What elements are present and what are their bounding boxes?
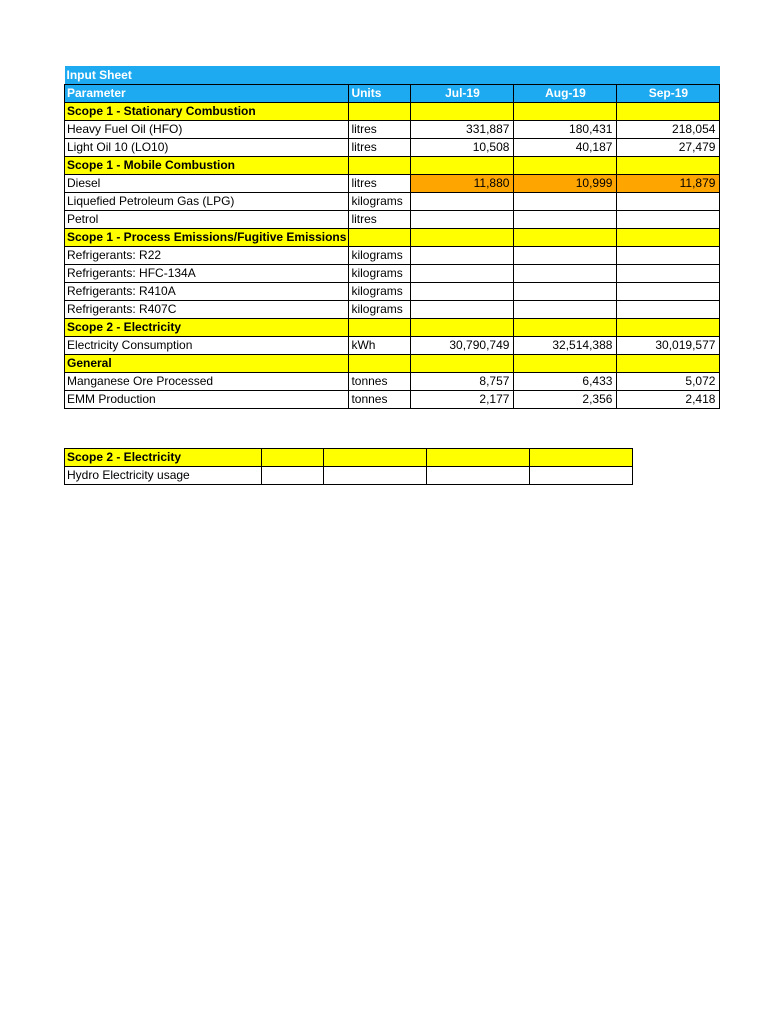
header-parameter[interactable]: Parameter xyxy=(65,85,349,103)
section-empty-cell[interactable] xyxy=(349,319,411,337)
header-row xyxy=(65,85,720,103)
value-cell[interactable] xyxy=(514,193,617,211)
units-cell[interactable]: kilograms xyxy=(349,247,411,265)
value-cell[interactable] xyxy=(411,211,514,229)
section-empty-cell[interactable] xyxy=(324,449,427,467)
value-cell[interactable] xyxy=(411,193,514,211)
units-cell[interactable] xyxy=(262,467,324,485)
data-row xyxy=(65,467,633,485)
section-label-cell[interactable] xyxy=(65,319,349,337)
section-empty-cell[interactable] xyxy=(411,355,514,373)
value-cell[interactable]: 6,433 xyxy=(514,373,617,391)
value-cell[interactable]: 2,356 xyxy=(514,391,617,409)
section-empty-cell[interactable] xyxy=(411,157,514,175)
units-cell[interactable]: tonnes xyxy=(349,391,411,409)
section-empty-cell[interactable] xyxy=(617,103,720,121)
section-empty-cell[interactable] xyxy=(617,229,720,247)
units-cell[interactable]: kilograms xyxy=(349,301,411,319)
data-row xyxy=(65,211,720,229)
data-row xyxy=(65,175,720,193)
section-row xyxy=(65,355,720,373)
value-cell[interactable] xyxy=(324,467,427,485)
title-row xyxy=(65,66,720,85)
section-empty-cell[interactable] xyxy=(617,319,720,337)
value-cell[interactable]: 2,177 xyxy=(411,391,514,409)
value-cell[interactable] xyxy=(530,467,633,485)
value-cell[interactable] xyxy=(617,283,720,301)
units-cell[interactable]: litres xyxy=(349,139,411,157)
section-empty-cell[interactable] xyxy=(514,229,617,247)
value-cell[interactable]: 218,054 xyxy=(617,121,720,139)
value-cell[interactable] xyxy=(617,265,720,283)
units-cell[interactable]: kilograms xyxy=(349,193,411,211)
parameter-cell[interactable]: Petrol xyxy=(65,211,349,229)
value-cell[interactable] xyxy=(514,265,617,283)
data-row xyxy=(65,265,720,283)
input-sheet-table-container xyxy=(64,66,720,409)
value-cell[interactable]: 8,757 xyxy=(411,373,514,391)
section-empty-cell[interactable] xyxy=(530,449,633,467)
parameter-cell[interactable]: Refrigerants: R410A xyxy=(65,283,349,301)
header-month[interactable]: Jul-19 xyxy=(411,85,514,103)
parameter-cell[interactable]: Liquefied Petroleum Gas (LPG) xyxy=(65,193,349,211)
section-empty-cell[interactable] xyxy=(514,355,617,373)
data-row xyxy=(65,283,720,301)
table-body xyxy=(65,66,720,409)
value-cell[interactable] xyxy=(514,247,617,265)
data-row xyxy=(65,337,720,355)
section-empty-cell[interactable] xyxy=(617,157,720,175)
section-empty-cell[interactable] xyxy=(349,103,411,121)
value-cell[interactable] xyxy=(514,283,617,301)
section-label-cell[interactable] xyxy=(65,355,349,373)
section-empty-cell[interactable] xyxy=(349,355,411,373)
data-row xyxy=(65,121,720,139)
value-cell[interactable]: 27,479 xyxy=(617,139,720,157)
section-empty-cell[interactable] xyxy=(411,103,514,121)
value-cell[interactable]: 10,999 xyxy=(514,175,617,193)
data-row xyxy=(65,373,720,391)
section-label: Scope 1 - Stationary Combustion xyxy=(67,104,256,118)
section-row xyxy=(65,229,720,247)
section-empty-cell[interactable] xyxy=(349,157,411,175)
section-empty-cell[interactable] xyxy=(262,449,324,467)
section-row xyxy=(65,157,720,175)
value-cell[interactable] xyxy=(411,283,514,301)
parameter-cell[interactable]: Hydro Electricity usage xyxy=(65,467,262,485)
value-cell[interactable] xyxy=(411,247,514,265)
value-cell[interactable]: 30,790,749 xyxy=(411,337,514,355)
value-cell[interactable] xyxy=(411,265,514,283)
value-cell[interactable] xyxy=(514,301,617,319)
parameter-cell[interactable]: EMM Production xyxy=(65,391,349,409)
units-cell[interactable]: kWh xyxy=(349,337,411,355)
section-row xyxy=(65,319,720,337)
value-cell[interactable]: 30,019,577 xyxy=(617,337,720,355)
value-cell[interactable] xyxy=(617,247,720,265)
section-label: Scope 1 - Mobile Combustion xyxy=(67,158,236,172)
parameter-cell[interactable]: Electricity Consumption xyxy=(65,337,349,355)
parameter-cell[interactable]: Heavy Fuel Oil (HFO) xyxy=(65,121,349,139)
secondary-table-container xyxy=(64,448,633,485)
section-empty-cell[interactable] xyxy=(514,103,617,121)
parameter-cell[interactable]: Refrigerants: R22 xyxy=(65,247,349,265)
section-label-cell[interactable] xyxy=(65,157,349,175)
section-empty-cell[interactable] xyxy=(411,319,514,337)
section-row xyxy=(65,449,633,467)
section-row xyxy=(65,103,720,121)
value-cell[interactable] xyxy=(427,467,530,485)
value-cell[interactable]: 2,418 xyxy=(617,391,720,409)
parameter-cell[interactable]: Refrigerants: R407C xyxy=(65,301,349,319)
section-label: General xyxy=(67,356,112,370)
section-label-cell[interactable] xyxy=(65,449,262,467)
units-cell[interactable]: litres xyxy=(349,175,411,193)
sheet-title[interactable]: Input Sheet xyxy=(65,66,720,85)
parameter-cell[interactable]: Diesel xyxy=(65,175,349,193)
section-empty-cell[interactable] xyxy=(349,229,411,247)
section-label: Scope 2 - Electricity xyxy=(67,320,182,334)
parameter-cell[interactable]: Light Oil 10 (LO10) xyxy=(65,139,349,157)
header-units[interactable]: Units xyxy=(349,85,411,103)
units-cell[interactable]: tonnes xyxy=(349,373,411,391)
value-cell[interactable] xyxy=(411,301,514,319)
value-cell[interactable]: 5,072 xyxy=(617,373,720,391)
section-label-cell[interactable] xyxy=(65,103,349,121)
parameter-cell[interactable]: Manganese Ore Processed xyxy=(65,373,349,391)
section-empty-cell[interactable] xyxy=(411,229,514,247)
value-cell[interactable]: 10,508 xyxy=(411,139,514,157)
section-empty-cell[interactable] xyxy=(617,355,720,373)
value-cell[interactable]: 11,880 xyxy=(411,175,514,193)
value-cell[interactable] xyxy=(514,211,617,229)
units-cell[interactable]: kilograms xyxy=(349,265,411,283)
data-row xyxy=(65,247,720,265)
data-row xyxy=(65,139,720,157)
value-cell[interactable]: 32,514,388 xyxy=(514,337,617,355)
units-cell[interactable]: litres xyxy=(349,211,411,229)
value-cell[interactable]: 40,187 xyxy=(514,139,617,157)
parameter-cell[interactable]: Refrigerants: HFC-134A xyxy=(65,265,349,283)
data-row xyxy=(65,391,720,409)
section-empty-cell[interactable] xyxy=(514,157,617,175)
section-label: Scope 1 - Process Emissions/Fugitive Emissions xyxy=(67,230,347,244)
value-cell[interactable] xyxy=(617,193,720,211)
value-cell[interactable] xyxy=(617,211,720,229)
units-cell[interactable]: litres xyxy=(349,121,411,139)
section-label-cell[interactable] xyxy=(65,229,349,247)
data-row xyxy=(65,301,720,319)
section-label: Scope 2 - Electricity xyxy=(67,450,182,464)
secondary-table xyxy=(64,448,633,485)
value-cell[interactable]: 11,879 xyxy=(617,175,720,193)
value-cell[interactable]: 331,887 xyxy=(411,121,514,139)
section-empty-cell[interactable] xyxy=(427,449,530,467)
data-row xyxy=(65,193,720,211)
value-cell[interactable]: 180,431 xyxy=(514,121,617,139)
units-cell[interactable]: kilograms xyxy=(349,283,411,301)
header-month[interactable]: Sep-19 xyxy=(617,85,720,103)
header-month[interactable]: Aug-19 xyxy=(514,85,617,103)
section-empty-cell[interactable] xyxy=(514,319,617,337)
secondary-table-body xyxy=(65,449,633,485)
value-cell[interactable] xyxy=(617,301,720,319)
input-sheet-table xyxy=(64,66,720,409)
